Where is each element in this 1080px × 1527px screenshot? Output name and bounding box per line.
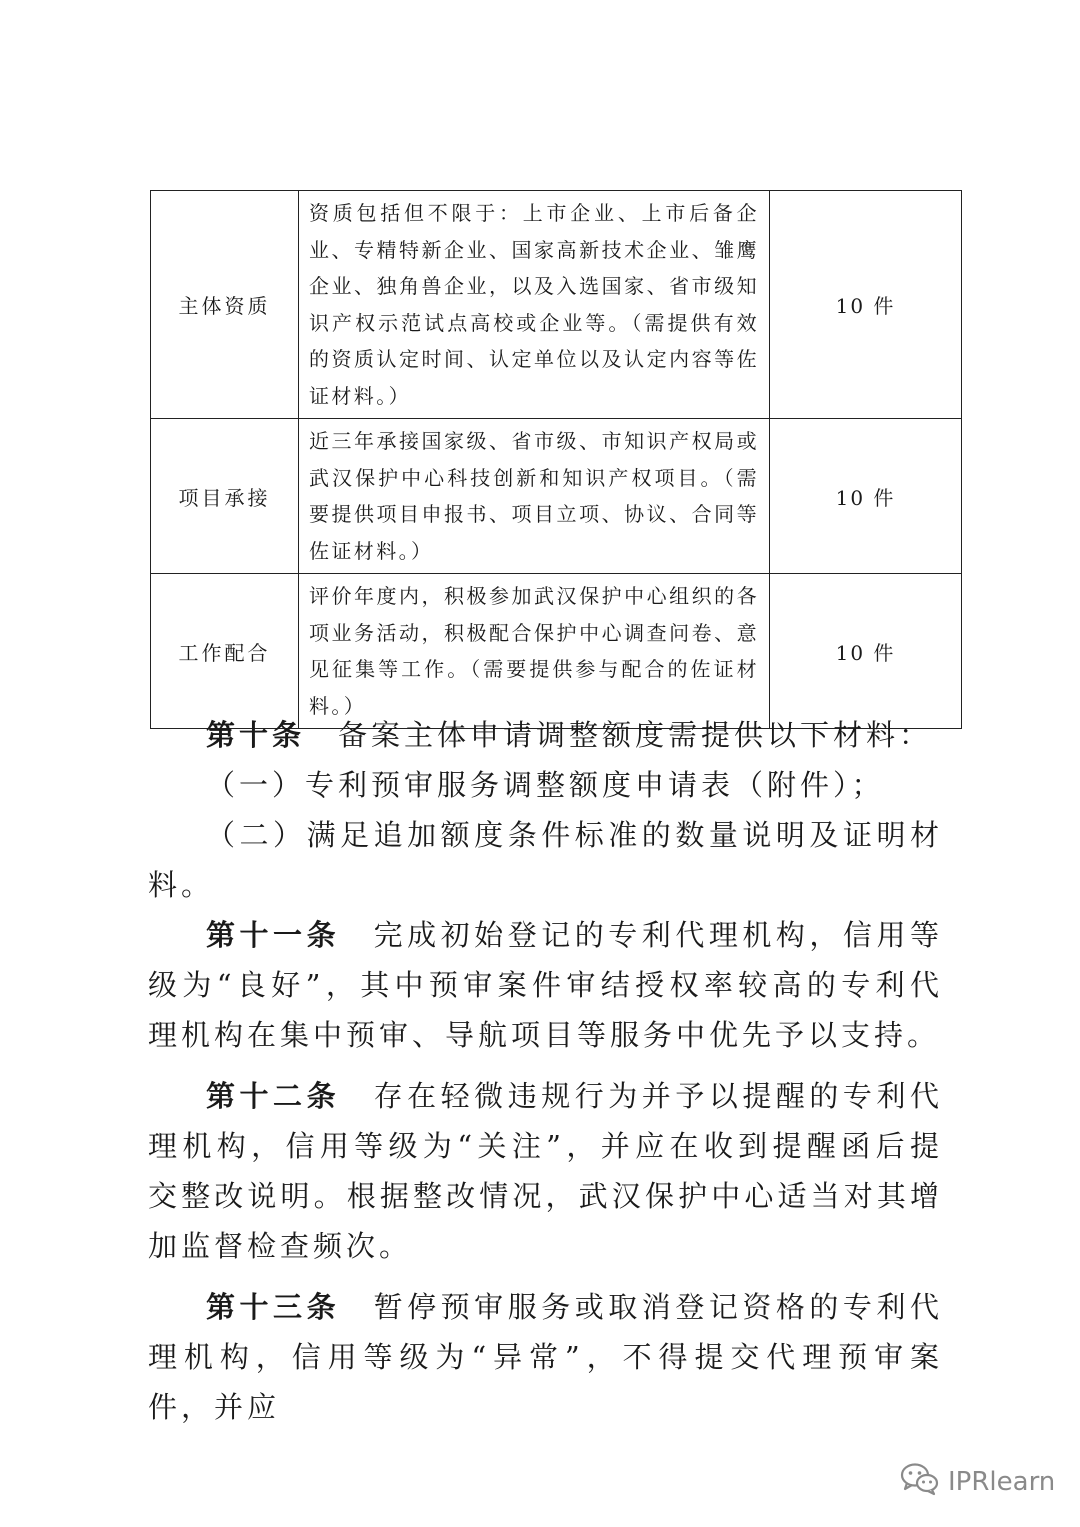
watermark-text: IPRlearn [948, 1467, 1056, 1497]
watermark [900, 1462, 1055, 1502]
table-row [151, 574, 962, 729]
document-body [148, 710, 943, 1432]
criteria-table [150, 190, 962, 729]
criterion-count: 10 件 [770, 574, 962, 729]
article-title: 第十三条 [206, 1290, 341, 1324]
article-title: 第十条 [206, 718, 306, 752]
criterion-count: 10 件 [770, 191, 962, 419]
list-item: （一）专利预审服务调整额度申请表（附件）； [206, 768, 885, 802]
wechat-icon [900, 1462, 940, 1503]
table-row [151, 191, 962, 419]
table-row [151, 419, 962, 574]
article-text: 存在轻微违规行为并予以提醒的专利代理机构，信用等级为“关注”，并应在收到提醒函后提交整改说明。根据整改情况，武汉保护中心适当对其增加监督检查频次。 [148, 1079, 943, 1263]
article-text: 完成初始登记的专利代理机构，信用等级为“良好”，其中预审案件审结授权率较高的专利代理机构在集中预审、导航项目等服务中优先予以支持。 [148, 918, 943, 1052]
criterion-description: 近三年承接国家级、省市级、市知识产权局或武汉保护中心科技创新和知识产权项目。（需要提供项目申报书、项目立项、协议、合同等佐证材料。） [299, 419, 770, 574]
list-item: （二）满足追加额度条件标准的数量说明及证明材料。 [148, 818, 943, 902]
article-12 [148, 1071, 943, 1271]
criterion-name: 项目承接 [151, 419, 299, 574]
criterion-count: 10 件 [770, 419, 962, 574]
article-text: 备案主体申请调整额度需提供以下材料： [305, 718, 933, 752]
article-13 [148, 1282, 943, 1432]
criterion-description: 资质包括但不限于：上市企业、上市后备企业、专精特新企业、国家高新技术企业、雏鹰企业、独角兽企业，以及入选国家、省市级知识产权示范试点高校或企业等。（需提供有效的资质认定时间、认定单位以及认定内容等佐证材料。） [299, 191, 770, 419]
article-10 [148, 710, 943, 760]
criterion-name: 主体资质 [151, 191, 299, 419]
article-title: 第十一条 [206, 918, 341, 952]
criterion-name: 工作配合 [151, 574, 299, 729]
article-11 [148, 910, 943, 1060]
criterion-description: 评价年度内，积极参加武汉保护中心组织的各项业务活动，积极配合保护中心调查问卷、意见征集等工作。（需要提供参与配合的佐证材料。） [299, 574, 770, 729]
article-title: 第十二条 [206, 1079, 341, 1113]
article-text: 暂停预审服务或取消登记资格的专利代理机构，信用等级为“异常”，不得提交代理预审案件，并应 [148, 1290, 943, 1424]
